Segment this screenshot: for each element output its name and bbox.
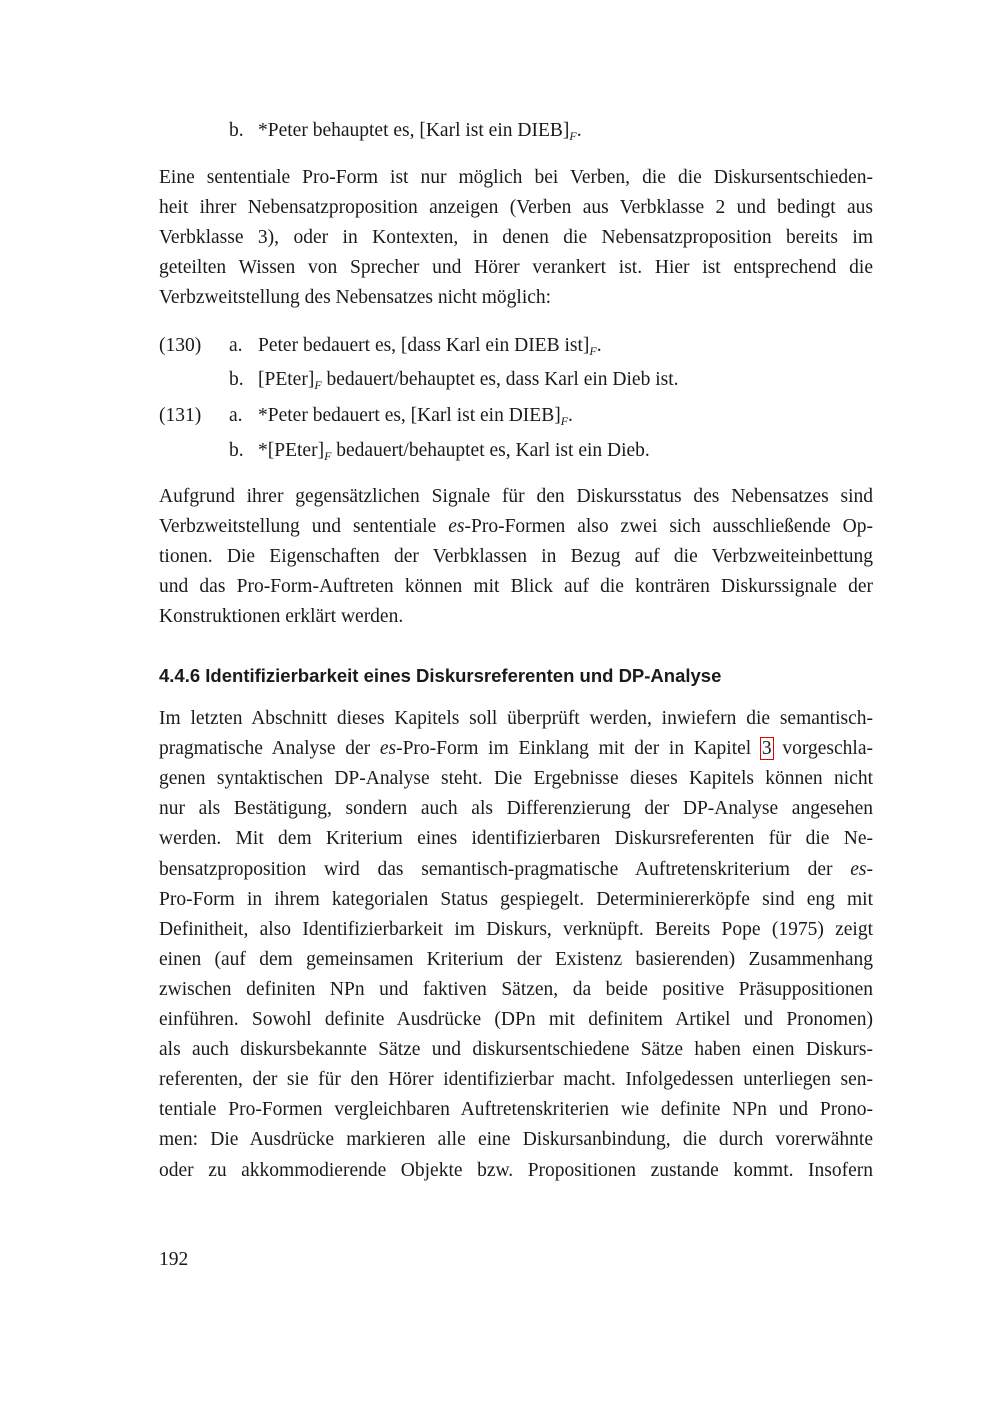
text-run: pragmatische Analyse der [159, 738, 380, 760]
text-run: Verbzweitstellung und sententiale [159, 516, 449, 538]
text-run: *Peter behauptet es, [Karl ist ein DIEB] [258, 120, 570, 141]
text-run: referenten, der sie für den Hörer identifizierbar macht. Infolgedessen unterliegen sen- [159, 1069, 873, 1091]
text-run: bedauert/behauptet es, dass Karl ein Dieb ist. [321, 369, 679, 390]
text-line [159, 605, 873, 629]
example-number: (130) [159, 335, 202, 356]
example-letter: a. [229, 335, 243, 356]
text-line [159, 1008, 873, 1032]
italic-term: es [379, 738, 397, 760]
example-sentence [258, 439, 650, 468]
text-line [159, 1038, 873, 1062]
text-run: Peter bedauert es, [dass Karl ein DIEB ist] [258, 335, 590, 356]
text-run: werden. Mit dem Kriterium eines identifizierbaren Diskursreferenten für die Ne- [159, 828, 873, 850]
text-line [159, 737, 873, 761]
focus-subscript: F [589, 344, 597, 358]
text-run: tionen. Die Eigenschaften der Verbklassen in Bezug auf die Verbzweiteinbettung [159, 546, 873, 568]
text-run: als auch diskursbekannte Sätze und diskursentschiedene Sätze haben einen Diskurs- [159, 1039, 873, 1061]
text-run: heit ihrer Nebensatzproposition anzeigen (Verben aus Verbklasse 2 und bedingt aus [159, 197, 873, 219]
text-line [159, 575, 873, 599]
text-run: . [576, 120, 582, 141]
example-sentence [258, 368, 679, 397]
text-run: men: Die Ausdrücke markieren alle eine Diskursanbindung, die durch vorerwähnte [159, 1129, 873, 1151]
text-line [159, 196, 873, 220]
example-letter: b. [229, 369, 244, 390]
text-line [159, 888, 873, 912]
italic-term: es- [850, 858, 873, 880]
text-run: einführen. Sowohl definite Ausdrücke (DPn mit definitem Artikel und Pronomen) [159, 1009, 873, 1030]
text-run: Aufgrund ihrer gegensätzlichen Signale für den Diskursstatus des Nebensatzes sind [159, 486, 873, 507]
text-run: oder zu akkommodierende Objekte bzw. Propositionen zustande kommt. Insofern [159, 1159, 873, 1181]
example-number: (131) [159, 405, 202, 426]
text-run: -Pro-Form im Einklang mit der in Kapitel [396, 738, 761, 760]
example-letter: b. [229, 440, 244, 461]
example-sentence [258, 404, 573, 433]
text-line [159, 515, 873, 539]
text-run: einen (auf dem gemeinsamen Kriterium der Existenz basierenden) Zusammenhang [159, 948, 873, 970]
text-line [159, 827, 873, 851]
text-run: *Peter bedauert es, [Karl ist ein DIEB] [258, 405, 561, 426]
example-letter: b. [229, 120, 244, 141]
text-line [159, 707, 873, 731]
text-line [159, 226, 873, 250]
text-line [159, 858, 873, 882]
text-run: Verbklasse 3), oder in Kontexten, in denen die Nebensatzproposition bereits im [159, 227, 873, 249]
text-run: nur als Bestätigung, sondern auch als Differenzierung der DP-Analyse angesehen [159, 798, 873, 820]
text-run: -Pro-Formen also zwei sich ausschließende Op- [464, 516, 873, 538]
text-run: [PEter] [258, 369, 315, 390]
text-line [159, 485, 873, 509]
text-run: tentiale Pro-Formen vergleichbaren Auftretenskriterien wie definite NPn und Prono- [159, 1099, 873, 1121]
text-run: bedauert/behauptet es, Karl ist ein Dieb. [331, 440, 650, 461]
text-run: Eine sententiale Pro-Form ist nur möglich bei Verben, die die Diskursentschieden- [159, 167, 873, 188]
text-run: . [568, 405, 573, 426]
text-run: und das Pro-Form-Auftreten können mit Blick auf die konträren Diskurssignale der [159, 576, 873, 598]
example-letter: a. [229, 405, 243, 426]
text-run: genen syntaktischen DP-Analyse steht. Die Ergebnisse dieses Kapitels können nicht [159, 768, 873, 790]
page-number: 192 [159, 1249, 189, 1270]
text-line [159, 286, 873, 310]
text-line [159, 767, 873, 791]
text-run: Definitheit, also Identifizierbarkeit im Diskurs, verknüpft. Bereits Pope (1975) zeigt [159, 918, 873, 940]
focus-subscript: F [569, 129, 577, 143]
text-run: . [596, 335, 602, 356]
text-run: Im letzten Abschnitt dieses Kapitels soll überprüft werden, inwiefern die semantisch- [159, 708, 873, 729]
text-run: Konstruktionen erklärt werden. [159, 606, 404, 628]
text-line [159, 166, 873, 190]
text-line [159, 1159, 873, 1183]
text-run: vorgeschla- [772, 738, 873, 760]
text-run: bensatzproposition wird das semantisch-pragmatische Auftretenskriterium der [159, 858, 851, 880]
text-line [159, 978, 873, 1002]
text-line [159, 918, 873, 942]
text-line [159, 256, 873, 280]
example-sentence [258, 334, 602, 363]
focus-subscript: F [324, 449, 332, 463]
text-line [159, 1128, 873, 1152]
text-line [159, 1098, 873, 1122]
focus-subscript: F [560, 414, 569, 428]
example-sentence [258, 119, 582, 148]
text-line [159, 545, 873, 569]
section-heading: 4.4.6 Identifizierbarkeit eines Diskursreferenten und DP-Analyse [159, 665, 722, 686]
text-run: Verbzweitstellung des Nebensatzes nicht möglich: [159, 287, 552, 309]
text-run: zwischen definiten NPn und faktiven Sätzen, da beide positive Präsuppositionen [159, 978, 873, 1000]
text-line [159, 1068, 873, 1092]
chapter-link[interactable]: 3 [761, 738, 772, 760]
text-line [159, 797, 873, 821]
focus-subscript: F [314, 378, 322, 392]
italic-term: es [448, 516, 465, 538]
text-run: *[PEter] [258, 440, 325, 461]
text-run: Pro-Form in ihrem kategorialen Status gespiegelt. Determiniererköpfe sind eng mit [159, 888, 873, 910]
text-line [159, 948, 873, 972]
text-run: geteilten Wissen von Sprecher und Hörer verankert ist. Hier ist entsprechend die [159, 257, 873, 279]
